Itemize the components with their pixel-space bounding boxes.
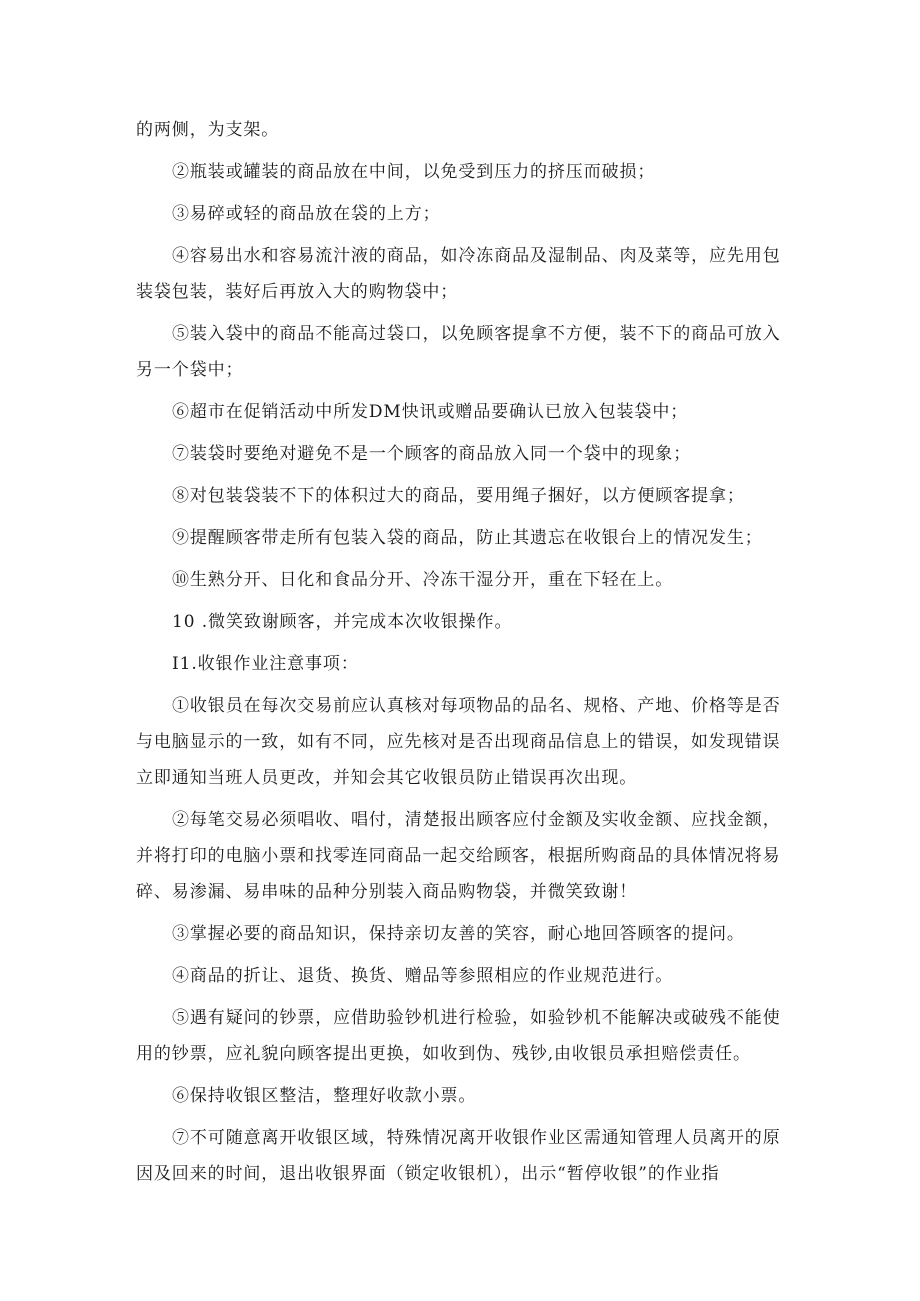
notice-item-4: ④商品的折让、退货、换货、赠品等参照相应的作业规范进行。	[172, 966, 674, 986]
paragraph-item-5: ⑤装入袋中的商品不能高过袋口，以免顾客提拿不方便，装不下的商品可放入另一个袋中；	[136, 324, 781, 380]
notice-item-5: ⑤遇有疑问的钞票，应借助验钞机进行检验，如验钞机不能解决或破残不能使用的钞票，应礼貌向顾客提出更换，如收到伪、残钞,由收银员承担赔偿责任。	[136, 1008, 781, 1064]
paragraph-item-2: ②瓶装或罐装的商品放在中间，以免受到压力的挤压而破损；	[172, 162, 656, 182]
section-11-heading: I1.收银作业注意事项：	[172, 654, 359, 674]
notice-item-2: ②每笔交易必须唱收、唱付，清楚报出顾客应付金额及实收金额、应找金额，并将打印的电脑小票和找零连同商品一起交给顾客，根据所购商品的具体情况将易碎、易渗漏、易串味的品种分别装入商品购物袋，并微笑致谢！	[136, 810, 781, 902]
paragraph-item-6: ⑥超市在促销活动中所发DM快讯或赠品要确认已放入包装袋中；	[172, 402, 689, 422]
paragraph-item-9: ⑨提醒顾客带走所有包装入袋的商品，防止其遗忘在收银台上的情况发生；	[172, 528, 763, 548]
notice-item-1: ①收银员在每次交易前应认真核对每项物品的品名、规格、产地、价格等是否与电脑显示的一致，如有不同，应先核对是否出现商品信息上的错误，如发现错误立即通知当班人员更改，并知会其它收银员防止错误再次出现。	[136, 696, 781, 788]
paragraph-item-3: ③易碎或轻的商品放在袋的上方；	[172, 204, 441, 224]
paragraph-item-8: ⑧对包装袋装不下的体积过大的商品，要用绳子捆好，以方便顾客提拿；	[172, 486, 745, 506]
paragraph-item-4: ④容易出水和容易流汁液的商品，如冷冻商品及湿制品、肉及菜等，应先用包装袋包装，装好后再放入大的购物袋中；	[136, 246, 781, 302]
document-body	[136, 112, 792, 1198]
paragraph-item-10: ⑩生熟分开、日化和食品分开、冷冻干湿分开，重在下轻在上。	[172, 570, 674, 590]
section-10-heading: 10 .微笑致谢顾客，并完成本次收银操作。	[172, 612, 513, 632]
notice-item-6: ⑥保持收银区整洁，整理好收款小票。	[172, 1086, 477, 1106]
notice-item-3: ③掌握必要的商品知识，保持亲切友善的笑容，耐心地回答顾客的提问。	[172, 924, 745, 944]
notice-item-7: ⑦不可随意离开收银区域，特殊情况离开收银作业区需通知管理人员离开的原因及回来的时间，退出收银界面（锁定收银机），出示“暂停收银”的作业指	[136, 1128, 781, 1184]
paragraph-item-7: ⑦装袋时要绝对避免不是一个顾客的商品放入同一个袋中的现象；	[172, 444, 692, 464]
paragraph-continuation: 的两侧，为支架。	[136, 120, 280, 140]
